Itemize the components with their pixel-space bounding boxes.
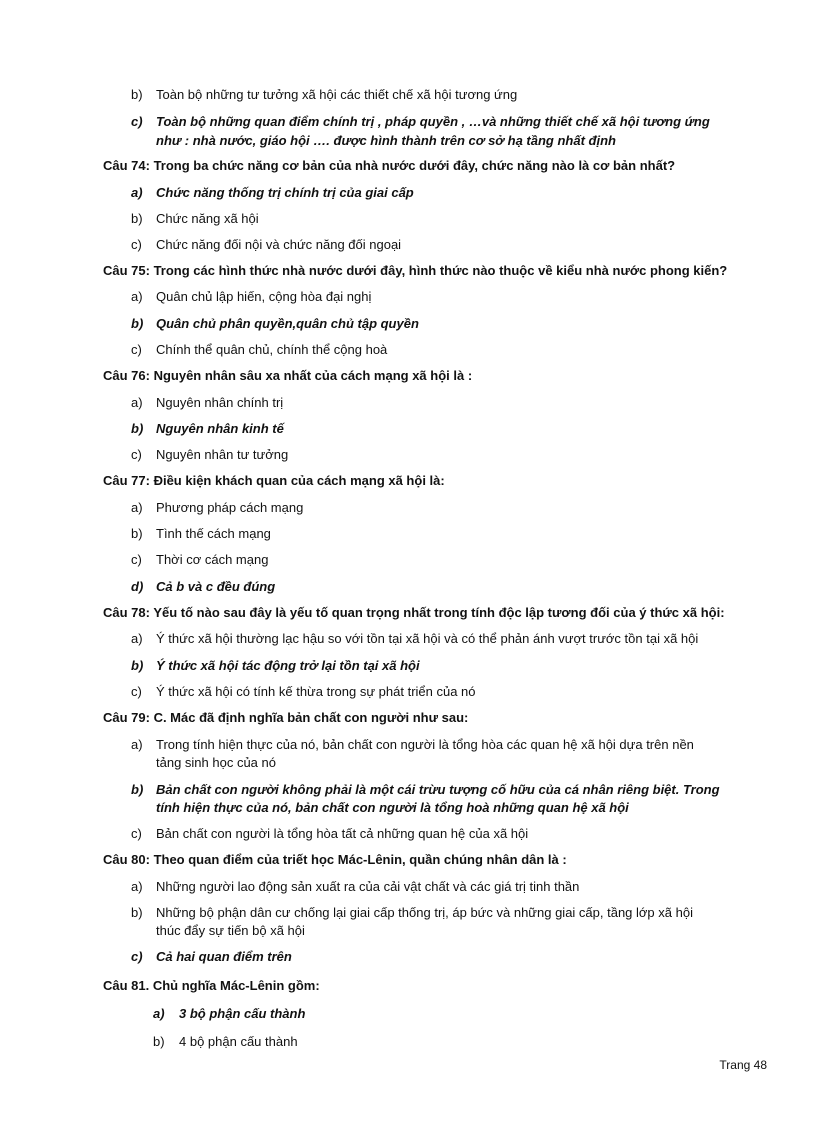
option-line-cont: tảng sinh học của nó <box>156 755 276 770</box>
question-81: Câu 81. Chủ nghĩa Mác-Lênin gồm: <box>103 978 320 993</box>
question-79: Câu 79: C. Mác đã định nghĩa bản chất con người như sau: <box>103 710 469 725</box>
document-page: b) Toàn bộ những tư tưởng xã hội các thiết chế xã hội tương ứng c) Toàn bộ những quan điểm chính trị , pháp quyền , …và những thiết chế xã hội tương ứng như : nhà nước, giáo hội …. được hình thành trên cơ sở hạ tầng nhất định Câu 74: Trong ba chức năng cơ bản của nhà nước dưới đây, chức năng nào là cơ bản nhất? a) Chức năng thống trị chính trị của giai cấp b) Chức năng xã hội c) Chức năng đối nội và chức năng đối ngoại Câu 75: Trong các hình thức nhà nước dưới đây, hình thức nào thuộc về kiểu nhà nước phong kiến? a) Quân chủ lập hiến, cộng hòa đại nghị b) Quân chủ phân quyền,quân chủ tập quyền c) Chính thể quân chủ, chính thể cộng hoà Câu 76: Nguyên nhân sâu xa nhất của cách mạng xã hội là : a) Nguyên nhân chính trị b) Nguyên nhân kinh tế c) Nguyên nhân tư tưởng Câu 77: Điều kiện khách quan của cách mạng xã hội là: a) Phương pháp cách mạng b) Tình thế cách mạng c) Thời cơ cách mạng d) Cả b và c đều đúng Câu 78: Yếu tố nào sau đây là yếu tố quan trọng nhất trong tính độc lập tương đối của ý thức xã hội: a) Ý thức xã hội thường lạc hậu so với tồn tại xã hội và có thể phản ánh vượt trước tồn tại xã hội b) Ý thức xã hội tác động trở lại tồn tại xã hội c) Ý thức xã hội có tính kế thừa trong sự phát triển của nó Câu 79: C. Mác đã định nghĩa bản chất con người như sau: a) Trong tính hiện thực của nó, bản chất con người là tổng hòa các quan hệ xã hội dựa trên nền tảng sinh học của nó b) Bản chất con người không phải là một cái trừu tượng cố hữu của cá nhân riêng biệt. Trong tính hiện thực của nó, bản chất con người là tổng hoà những quan hệ xã hội c) Bản chất con người là tổng hòa tất cả những quan hệ của xã hội Câu 80: Theo quan điểm của triết học Mác-Lênin, quần chúng nhân dân là : a) Những người lao động sản xuất ra của cải vật chất và các giá trị tinh thần b) Những bộ phận dân cư chống lại giai cấp thống trị, áp bức và những giai cấp, tầng lớp xã hội thúc đẩy sự tiến bộ xã hội c) Cả hai quan điểm trên Câu 81. Chủ nghĩa Mác-Lênin gồm: a) 3 bộ phận cấu thành b) 4 bộ phận cấu thành Trang 48 <box>103 87 767 1072</box>
question-74: Câu 74: Trong ba chức năng cơ bản của nhà nước dưới đây, chức năng nào là cơ bản nhất? <box>103 158 676 173</box>
question-77: Câu 77: Điều kiện khách quan của cách mạng xã hội là: <box>103 473 445 488</box>
option-line-answer-cont: như : nhà nước, giáo hội …. được hình thành trên cơ sở hạ tầng nhất định <box>156 133 616 148</box>
option-line-answer-cont: tính hiện thực của nó, bản chất con người là tổng hoà những quan hệ xã hội <box>156 800 629 815</box>
question-80: Câu 80: Theo quan điểm của triết học Mác-Lênin, quần chúng nhân dân là : <box>103 852 567 867</box>
page-number: Trang 48 <box>719 1058 767 1072</box>
question-78: Câu 78: Yếu tố nào sau đây là yếu tố quan trọng nhất trong tính độc lập tương đối của ý thức xã hội: <box>103 605 725 620</box>
question-75: Câu 75: Trong các hình thức nhà nước dưới đây, hình thức nào thuộc về kiểu nhà nước phong kiến? <box>103 263 728 278</box>
question-76: Câu 76: Nguyên nhân sâu xa nhất của cách mạng xã hội là : <box>103 368 473 383</box>
option-line-cont: thúc đẩy sự tiến bộ xã hội <box>156 923 305 938</box>
